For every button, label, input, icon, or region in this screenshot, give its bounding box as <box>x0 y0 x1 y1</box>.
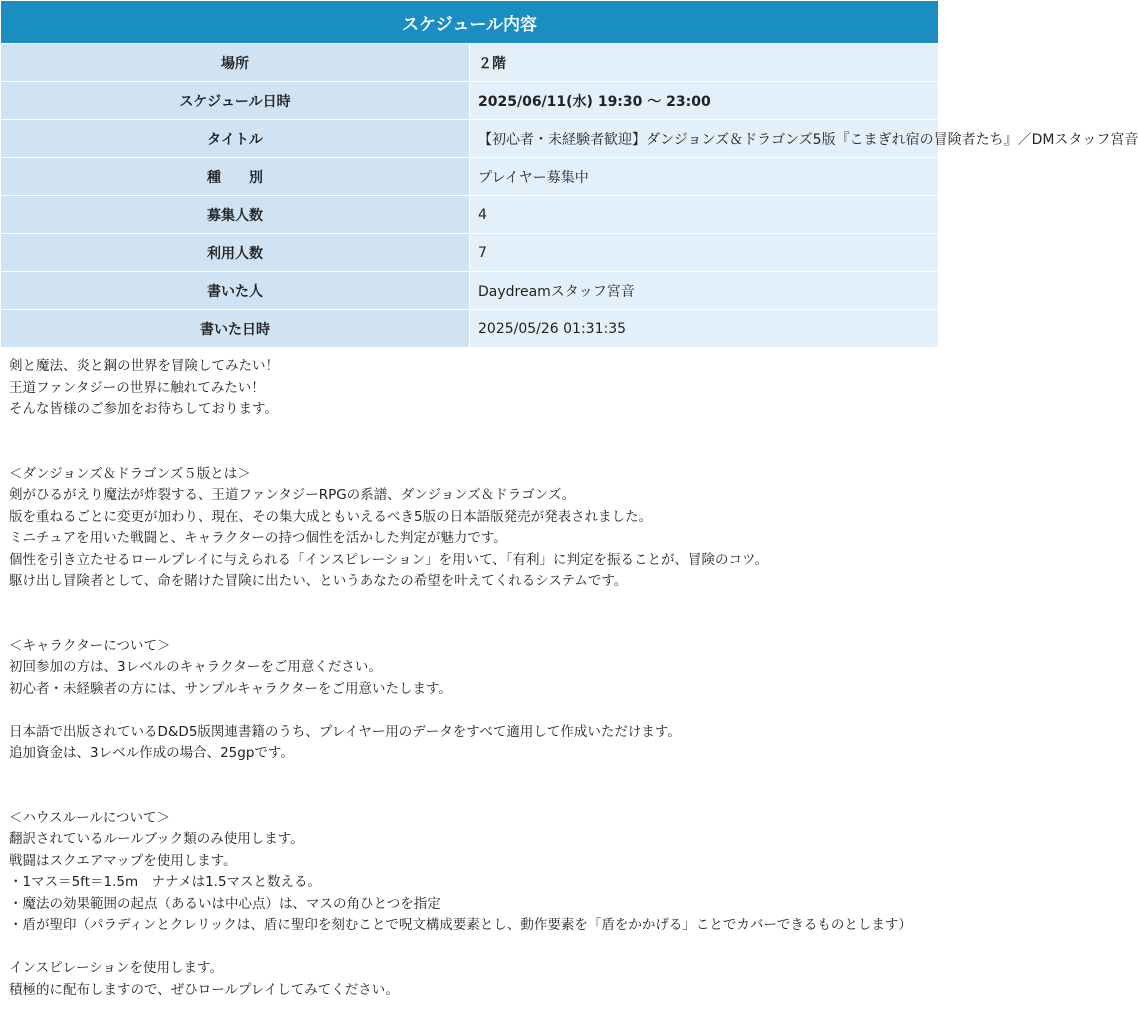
row-user-count <box>1 234 939 272</box>
event-description: 剣と魔法、炎と鋼の世界を冒険してみたい！ 王道ファンタジーの世界に触れてみたい！ そんな皆様のご参加をお待ちしております。 ＜ダンジョンズ＆ドラゴンズ５版とは＞ 剣がひるがえり魔法が炸裂する、王道ファンタジーRPGの系譜、ダンジョンズ＆ドラゴンズ。 版を重ねるごとに変更が加わり、現在、その集大成ともいえるべき5版の日本語版発売が発表されました。 ミニチュアを用いた戦闘と、キャラクターの持つ個性を活かした判定が魅力です。 個性を引き立たせるロールプレイに与えられる「インスピレーション」を用いて、「有利」に判定を振ることが、冒険のコツ。 駆け出し冒険者として、命を賭けた冒険に出たい、というあなたの希望を叶えてくれるシステムです。 ＜キャラクターについて＞ 初回参加の方は、3レベルのキャラクターをご用意ください。 初心者・未経験者の方には、サンプルキャラクターをご用意いたします。 日本語で出版されているD&D5版関連書籍のうち、プレイヤー用のデータをすべて適用して作成いただけます。 追加資金は、3レベル作成の場合、25gpです。 ＜ハウスルールについて＞ 翻訳されているルールブック類のみ使用します。 戦闘はスクエアマップを使用します。 ・1マス＝5ft＝1.5m ナナメは1.5マスと数える。 ・魔法の効果範囲の起点（あるいは中心点）は、マスの角ひとつを指定 ・盾が聖印（パラディンとクレリックは、盾に聖印を刻むことで呪文構成要素とし、動作要素を「盾をかかげる」ことでカバーできるものとします） インスピレーションを使用します。 積極的に配布しますので、ぜひロールプレイしてみてください。 <box>9 358 912 998</box>
title-label: タイトル <box>1 120 470 158</box>
author-value: Daydreamスタッフ宮音 <box>470 272 939 310</box>
type-label: 種 別 <box>1 158 470 196</box>
datetime-label: スケジュール日時 <box>1 82 470 120</box>
row-title <box>1 120 939 158</box>
location-value: ２階 <box>470 44 939 82</box>
recruit-count-value: 4 <box>470 196 939 234</box>
title-value: 【初心者・未経験者歓迎】ダンジョンズ＆ドラゴンズ5版『こまぎれ宿の冒険者たち』／DMスタッフ宮音 <box>470 120 939 158</box>
author-label: 書いた人 <box>1 272 470 310</box>
row-recruit-count <box>1 196 939 234</box>
schedule-header: スケジュール内容 <box>1 1 939 44</box>
recruit-count-label: 募集人数 <box>1 196 470 234</box>
posted-at-label: 書いた日時 <box>1 310 470 348</box>
row-type <box>1 158 939 196</box>
row-author <box>1 272 939 310</box>
type-value: プレイヤー募集中 <box>470 158 939 196</box>
user-count-label: 利用人数 <box>1 234 470 272</box>
schedule-header-row <box>1 1 939 44</box>
user-count-value: 7 <box>470 234 939 272</box>
row-datetime <box>1 82 939 120</box>
location-label: 場所 <box>1 44 470 82</box>
schedule-table <box>0 0 1138 348</box>
row-location <box>1 44 939 82</box>
row-posted-at <box>1 310 939 348</box>
datetime-value: 2025/06/11(水) 19:30 〜 23:00 <box>470 82 939 120</box>
posted-at-value: 2025/05/26 01:31:35 <box>470 310 939 348</box>
